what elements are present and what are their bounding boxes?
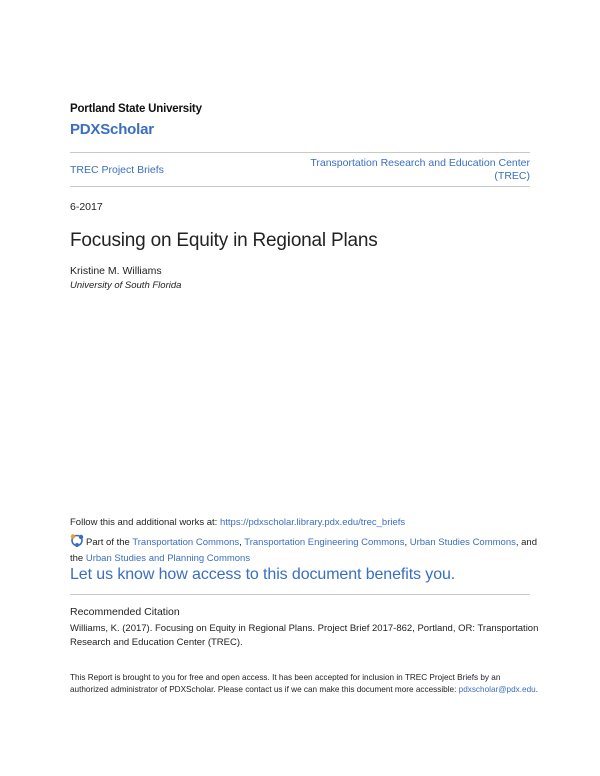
part-of-sep-3: , and the: [70, 537, 538, 564]
divider-top: [70, 152, 530, 153]
author-name: Kristine M. Williams: [70, 265, 162, 277]
divider-bottom: [70, 186, 530, 187]
part-of-commons: [70, 534, 540, 567]
publication-date: 6-2017: [70, 201, 103, 213]
network-icon: [70, 534, 84, 547]
series-link[interactable]: TREC Project Briefs: [70, 164, 164, 176]
collection-url-link[interactable]: https://pdxscholar.library.pdx.edu/trec_briefs: [219, 517, 406, 528]
contact-email-link[interactable]: pdxscholar@pdx.edu: [458, 684, 536, 694]
part-of-sep-2: ,: [404, 537, 410, 548]
urban-studies-commons-link[interactable]: Urban Studies Commons: [409, 537, 516, 548]
urban-studies-planning-commons-link[interactable]: Urban Studies and Planning Commons: [85, 553, 251, 564]
transportation-commons-link[interactable]: Transportation Commons: [132, 537, 240, 548]
part-of-prefix: Part of the: [86, 537, 133, 548]
repository-link[interactable]: PDXScholar: [70, 121, 154, 138]
citation-heading: Recommended Citation: [70, 606, 180, 618]
divider-citation: [70, 594, 530, 595]
access-notice-end: .: [535, 684, 538, 694]
follow-label: Follow this and additional works at:: [70, 517, 220, 528]
transportation-engineering-commons-link[interactable]: Transportation Engineering Commons: [244, 537, 405, 548]
research-center-link[interactable]: Transportation Research and Education Center (TREC): [310, 157, 530, 182]
feedback-link[interactable]: Let us know how access to this document benefits you.: [70, 566, 456, 583]
follow-line: [70, 517, 405, 528]
author-affiliation: University of South Florida: [70, 280, 182, 291]
document-title: Focusing on Equity in Regional Plans: [70, 230, 378, 251]
part-of-sep-1: ,: [239, 537, 245, 548]
university-name: Portland State University: [70, 103, 202, 115]
access-notice-text: This Report is brought to you for free and open access. It has been accepted for inclusion in TREC Project Briefs by an authorized administrator of PDXScholar. Please contact us if we can make this document more accessible:: [70, 673, 501, 694]
citation-text: Williams, K. (2017). Focusing on Equity in Regional Plans. Project Brief 2017-862, Portland, OR: Transportation Research and Education Center (TREC).: [70, 623, 539, 648]
access-notice: [70, 672, 540, 695]
